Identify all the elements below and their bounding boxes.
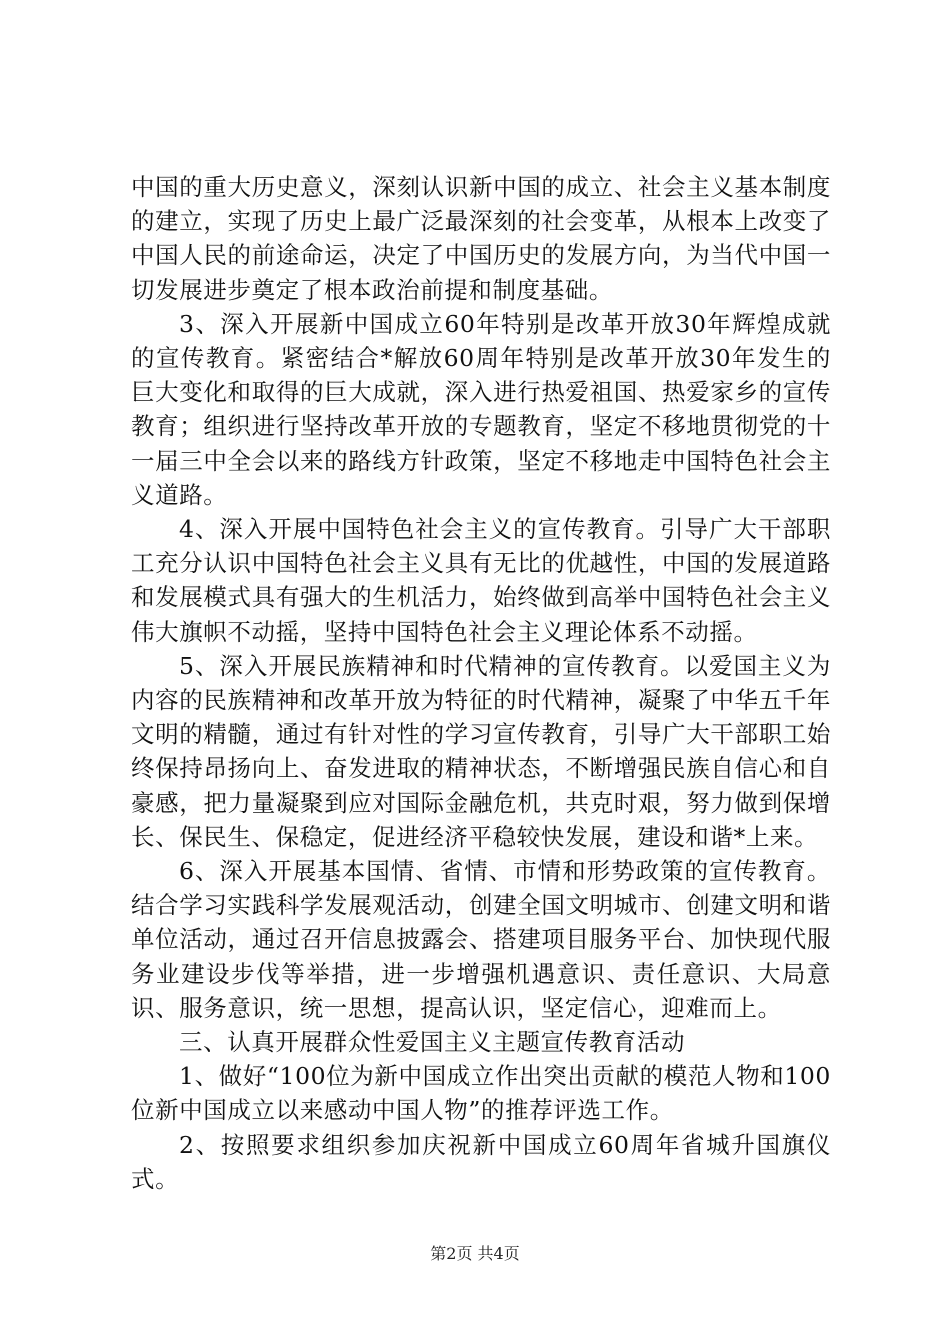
paragraph-sub-item-1: 1、做好“100位为新中国成立作出突出贡献的模范人物和100位新中国成立以来感动中国人物”的推荐评选工作。 [131, 1062, 831, 1125]
paragraph-item-6: 6、深入开展基本国情、省情、市情和形势政策的宣传教育。结合学习实践科学发展观活动，创建全国文明城市、创建文明和谐单位活动，通过召开信息披露会、搭建项目服务平台、加快现代服务业建设步伐等举措，进一步增强机遇意识、责任意识、大局意识、服务意识，统一思想，提高认识，坚定信心，迎难而上。 [131, 857, 831, 1022]
paragraph-item-4: 4、深入开展中国特色社会主义的宣传教育。引导广大干部职工充分认识中国特色社会主义具有无比的优越性，中国的发展道路和发展模式具有强大的生机活力，始终做到高举中国特色社会主义伟大旗帜不动摇，坚持中国特色社会主义理论体系不动摇。 [131, 515, 831, 646]
paragraph-intro-continued: 中国的重大历史意义，深刻认识新中国的成立、社会主义基本制度的建立，实现了历史上最广泛最深刻的社会变革，从根本上改变了中国人民的前途命运，决定了中国历史的发展方向，为当代中国一切发展进步奠定了根本政治前提和制度基础。 [131, 173, 831, 304]
paragraph-sub-item-2: 2、按照要求组织参加庆祝新中国成立60周年省城升国旗仪式。 [131, 1130, 831, 1193]
page-number-footer: 第2页 共4页 [430, 1244, 520, 1263]
paragraph-item-3: 3、深入开展新中国成立60年特别是改革开放30年辉煌成就的宣传教育。紧密结合*解放60周年特别是改革开放30年发生的巨大变化和取得的巨大成就，深入进行热爱祖国、热爱家乡的宣传教育；组织进行坚持改革开放的专题教育，坚定不移地贯彻党的十一届三中全会以来的路线方针政策，坚定不移地走中国特色社会主义道路。 [131, 309, 831, 509]
section-heading-3: 三、认真开展群众性爱国主义主题宣传教育活动 [179, 1028, 686, 1057]
document-body [131, 170, 831, 1196]
paragraph-item-5: 5、深入开展民族精神和时代精神的宣传教育。以爱国主义为内容的民族精神和改革开放为特征的时代精神，凝聚了中华五千年文明的精髓，通过有针对性的学习宣传教育，引导广大干部职工始终保持昂扬向上、奋发进取的精神状态，不断增强民族自信心和自豪感，把力量凝聚到应对国际金融危机，共克时艰，努力做到保增长、保民生、保稳定，促进经济平稳较快发展，建设和谐*上来。 [131, 651, 831, 851]
